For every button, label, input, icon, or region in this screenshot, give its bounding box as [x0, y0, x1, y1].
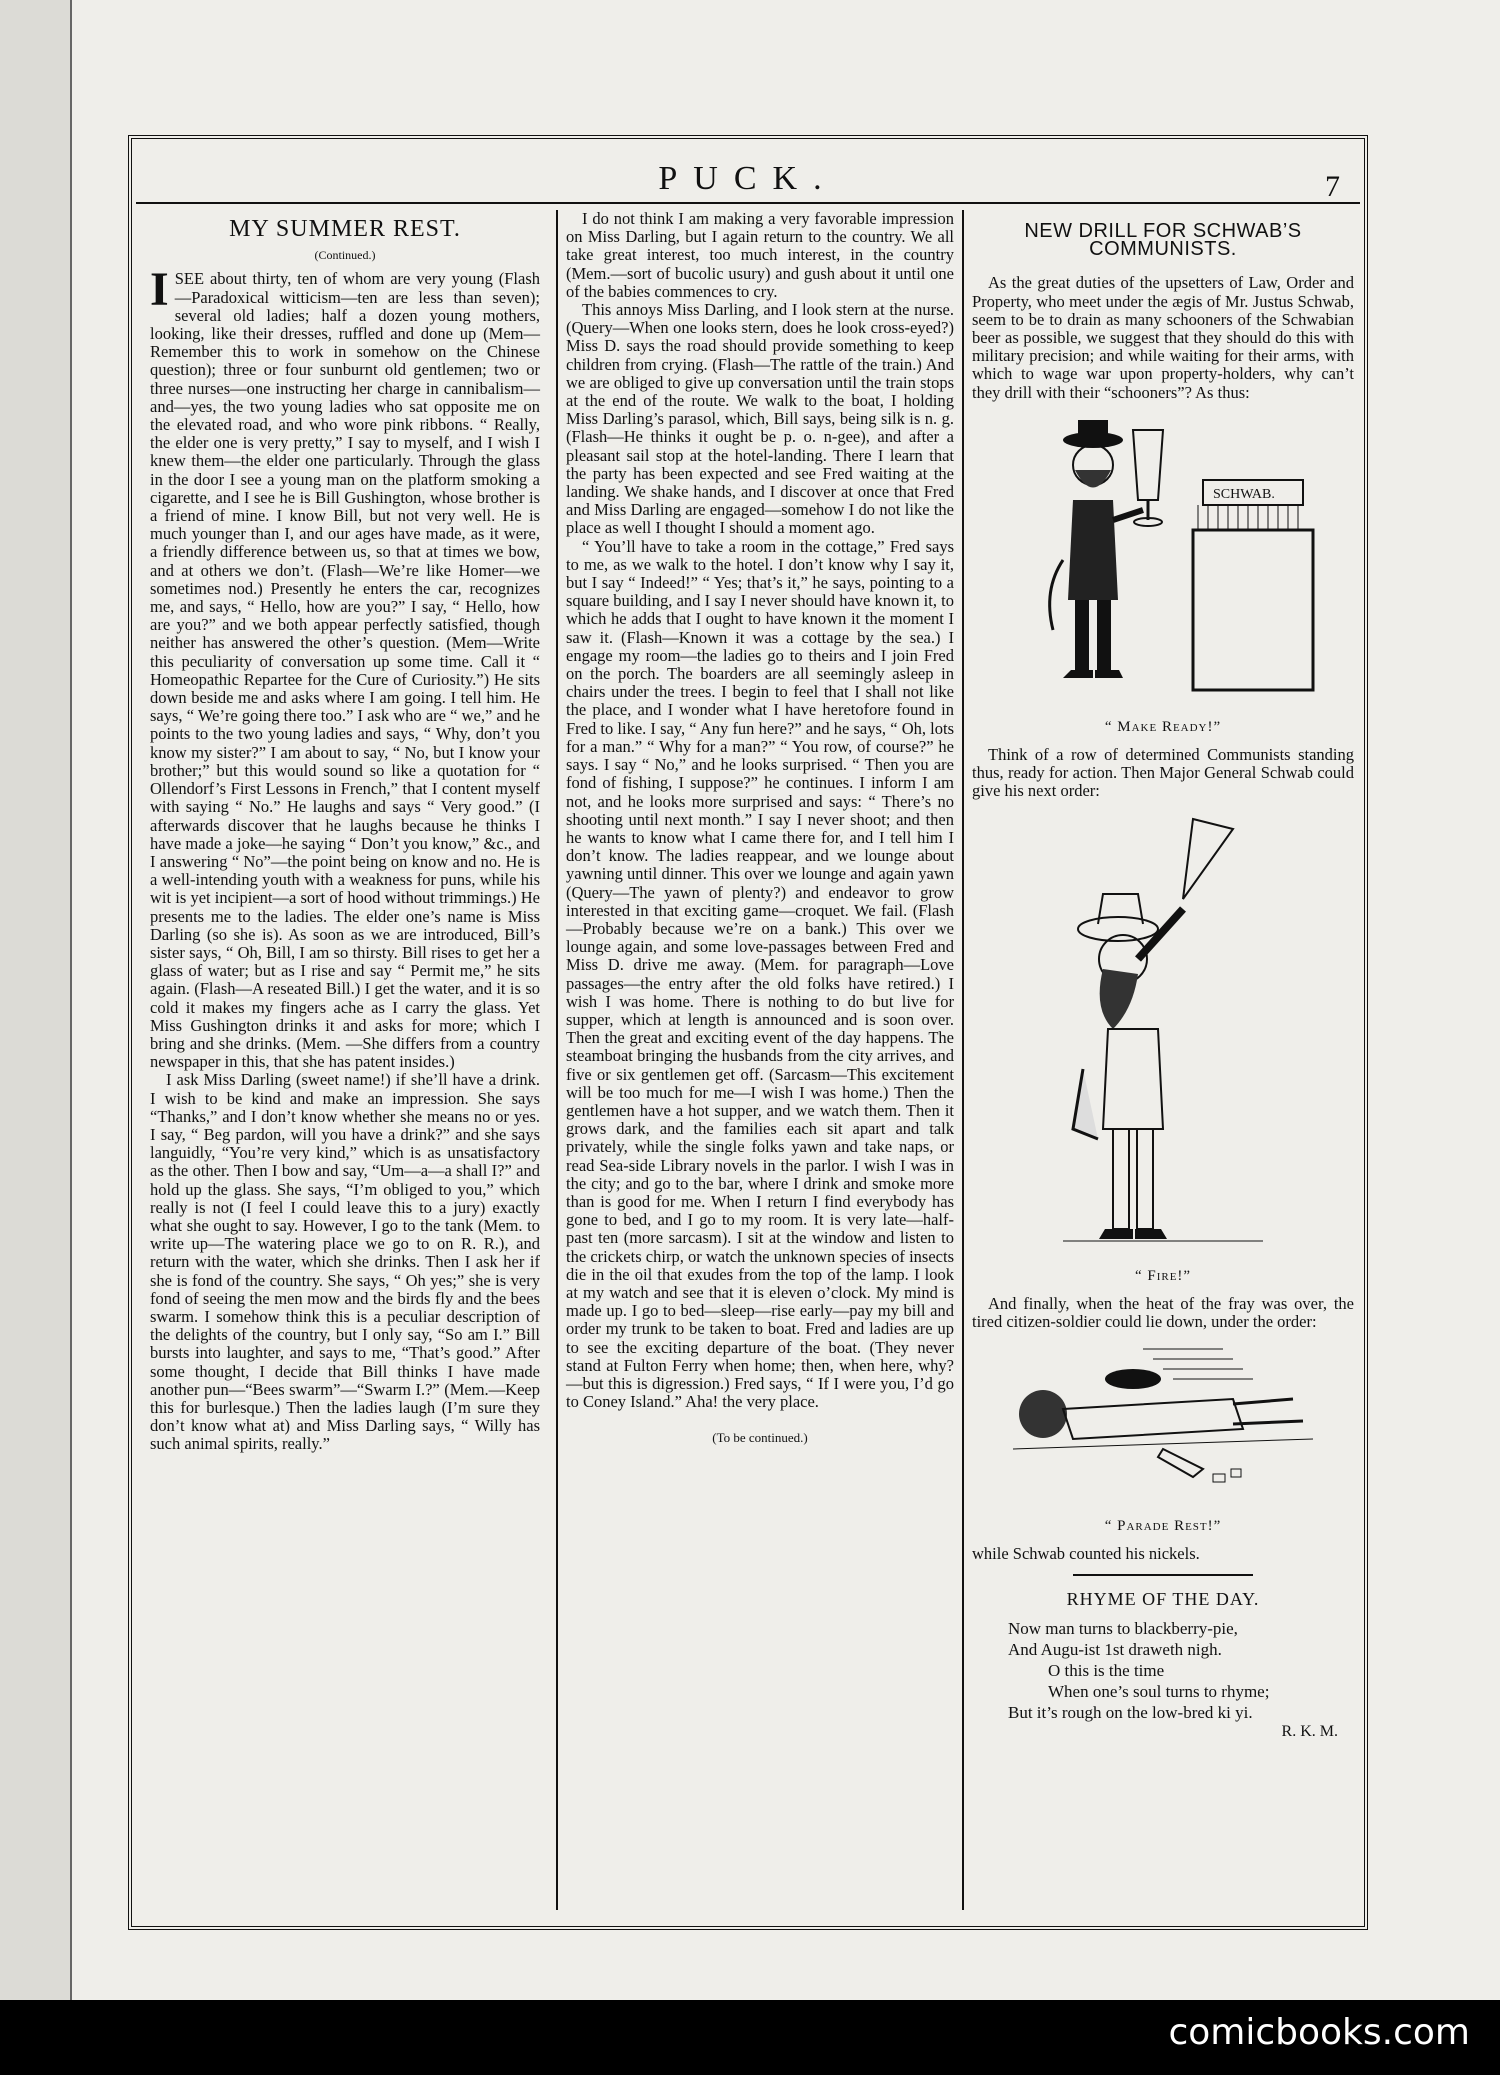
page-number: 7 — [1325, 170, 1340, 203]
illustration-make-ready — [1003, 410, 1323, 710]
column-continued-story — [566, 210, 954, 1448]
poem-line: But it’s rough on the low-bred ki yi. — [1008, 1702, 1253, 1722]
column-new-drill — [972, 210, 1354, 1741]
column-divider-2 — [962, 210, 964, 1910]
schwab-sign-text: SCHWAB. — [1213, 486, 1275, 502]
drop-cap: I — [150, 263, 169, 317]
article-title: NEW DRILL FOR SCHWAB’S COMMUNISTS. — [1024, 220, 1302, 261]
rhyme-poem — [972, 1618, 1354, 1723]
paragraph: And finally, when the heat of the fray was over, the tired citizen-soldier could lie down, under the order: — [972, 1293, 1354, 1332]
column-divider-1 — [556, 210, 558, 1910]
rhyme-signature: R. K. M. — [1281, 1722, 1338, 1740]
poem-line: Now man turns to blackberry-pie, — [1008, 1618, 1238, 1638]
paragraph — [150, 263, 540, 1072]
section-rule — [1073, 1574, 1253, 1576]
paragraph: I ask Miss Darling (sweet name!) if she’ll have a drink. I wish to be kind and make an impression. She says “Thanks,” and I don’t know whether she means no or yes. I say, “ Beg pardon, will you have a drink?” and she says languidly, “You’re very kind,” which is as unsatisfactory as the other. Then I bow and say, “Um—a—a shall I?” and hold up the glass. She says, “I’m obliged to you,” which really is not (I feel I could leave this to a jury) exactly what she ought to say. However, I go to the tank (Mem. to write up—The watering place we go to on R. R.), and return with the water, which she drinks. Then I ask her if she is fond of the country. She says, “ Oh yes;” she is very fond of seeing the men mow and the birds fly and the bees swarm. I somehow think this is a peculiar description of the delights of the country, but I only say, “So am I.” Bill bursts into laughter, and says to me, “That’s good.” After some thought, I decide that Bill thinks I have made another pun—“Bees swarm”—“Swarm I.?” (Mem.—Keep this for burlesque.) Then the ladies laugh (I’m sure they don’t know what at) and Miss Darling says, “ Willy has such animal spirits, really.” — [150, 1070, 540, 1454]
paragraph-text: SEE about thirty, ten of whom are very young (Flash—Paradoxical witticism—ten are less than seven); several old ladies; half a dozen young mothers, looking, like their dresses, ruffled and done up (Mem—Remember this to work in somehow on the Chinese question); three or four sunburnt old gentlemen; two or three nurses—one instructing her charge in cannibalism—and—yes, the two young ladies who sat opposite me on the elevated road, and who wore pink ribbons. “ Really, the elder one is very pretty,” I say to myself, and I wish I knew them—the elder one particularly. Through the glass in the door I see a young man on the platform smoking a cigarette, and I see he is Bill Gushington, whose brother is a friend of mine. I know Bill, but not very well. He is much younger than I, and our ages have made, as it were, a friendly difference between us, so that at times we bow, and at others we don’t. (Flash—We’re like Homer—we sometimes nod.) Presently he enters the car, recognizes me, and says, “ Hello, how are you?” I say, “ Hello, how are you?” and we both appear perfectly satisfied, though neither has answered the other’s question. (Mem—Write this peculiarity of conversation up some time. Call it “ Homeopathic Repartee for the Cure of Curiosity.”) He sits down beside me and asks where I am going. I tell him. He says, “ We’re going there too.” I ask who are “ we,” and he points to the two young ladies and says, “ Why, don’t you know my sister?” I am about to say, “ No, but I know your brother;” but this would sound so like a quotation for “ Ollendorf’s First Lessons in French,” that I content myself with saying “ No.” He laughs and says “ Very good.” (I afterwards discover that he laughs because he thinks I have made a joke—he saying “ Don’t you know,” &c., and I answering “ No”—the point being on know and no. He is a well-intending youth with a weakness for puns, while his wit is yet incipient—a sort of hood without trimmings.) He presents me to the ladies. The elder one’s name is Miss Darling (so she is). As soon as we are introduced, Bill’s sister says, “ Oh, Bill, I am so thirsty. Bill rises to get her a glass of water; but as I rise and say “ Permit me,” he sits again. (Flash—A reseated Bill.) I get the water, and it is so cold it makes my fingers ache as I carry the glass. Yet Miss Gushington drinks it and asks for more; which I bring and she drinks. (Mem. —She differs from a country newspaper in this, that she has patent insides.) — [150, 269, 540, 1072]
paragraph: I do not think I am making a very favorable impression on Miss Darling, but I again return to the country. We all take great interest, too much interest, in the country (Mem.—sort of bucolic usury) and gush about it until one of the babies commences to cry. — [566, 209, 954, 301]
masthead: PUCK. — [658, 160, 838, 197]
article-title: MY SUMMER REST. — [229, 216, 461, 242]
paragraph: Think of a row of determined Communists standing thus, ready for action. Then Major General Schwab could give his next order: — [972, 745, 1354, 801]
illustration-parade-rest — [993, 1339, 1333, 1509]
paragraph: “ You’ll have to take a room in the cottage,” Fred says to me, as we walk to the hotel. I don’t know why I say it, but I say “ Indeed!” “ Yes; that’s it,” he says, pointing to a square building, and I say I never should have known it, to which he adds that I ought to have known it the moment I saw it. (Flash—Known it was a cottage by the sea.) I engage my room—the ladies go to theirs and I join Fred on the porch. The boarders are all seemingly asleep in chairs under the trees. I begin to feel that I shall not like the place, and I wonder what I have heretofore found in Fred to like. I say, “ Any fun here?” and he says, “ Oh, lots for a man.” “ Why for a man?” “ You row, of course?” he says. I say “ No,” and he looks surprised. “ Then you are fond of fishing, I suppose?” he continues. I inform I am not, and he looks more surprised and says: “ There’s no shooting until next month.” I say I never shoot; and then he wants to know what I came there for, and I tell him I don’t know. The ladies reappear, and we lounge about yawning until dinner. This over we lounge and again yawn (Query—The yawn of plenty?) and endeavor to grow interested in that exciting game—croquet. We fail. (Flash—Probably because we’re on a bank.) This over we lounge again, and some love-passages between Fred and Miss D. drive me away. (Mem. for paragraph—Love passages—the entry after the old folks have retired.) I wish I was home. There is nothing to do but live for supper, which at length is announced and is soon over. Then the great and exciting event of the day happens. The steamboat bringing the husbands from the city arrives, and five or six gentlemen get off. (Sarcasm—This excitement will be too much for me—I wish I was home.) Then the gentlemen have a hot supper, and we watch them. Then it grows dark, and the families each sit apart and talk privately, while the single folks yawn and take naps, or read Sea-side Library novels in the parlor. I wish I was in the city; and go to the bar, where I drink and smoke more than is good for me. When I return I find everybody has gone to bed, and I go to my room. It is very late—half-past ten (more sarcasm). I sit at the window and listen to the crickets chirp, or watch the unknown species of insects die in the oil that exudes from the top of the lamp. I look at my watch and see that it is eleven o’clock. My mind is made up. I go to bed—sleep—rise early—pay my bill and order my trunk to be taken to boat. Fred and ladies are up to see the exciting departure of the boat. (They never stand at Fulton Ferry when home; then, when here, why?—but this is digression.) Fred says, “ If I were you, I’d go to Coney Island.” Aha! the very place. — [566, 536, 954, 1412]
paragraph: This annoys Miss Darling, and I look stern at the nurse. (Query—When one looks stern, does he look cross-eyed?) Miss D. says the road should provide something to keep children from crying. (Flash—The rattle of the train.) And we are obliged to give up conversation until the train stops at the end of the route. We walk to the boat, I holding Miss Darling’s parasol, which, Bill says, being silk is n. g. (Flash—He thinks it ought be p. o. n-gee), and after a pleasant sail stop at the hotel-landing. There I learn that the party has been expected and see Fred waiting at the landing. We shake hands, and I discover at once that Fred and Miss Darling are engaged—somehow I do not like the place as well I thought I should a moment ago. — [566, 300, 954, 538]
poem-line: When one’s soul turns to rhyme; — [1048, 1681, 1270, 1701]
facing-page-edge — [0, 0, 72, 2000]
caption-fire: “ Fire!” — [1134, 1267, 1192, 1284]
poem-line: And Augu-ist 1st draweth nigh. — [1008, 1639, 1222, 1659]
header-rule — [136, 202, 1360, 204]
paragraph: while Schwab counted his nickels. — [972, 1544, 1200, 1564]
article-subtitle: (Continued.) — [314, 248, 376, 263]
watermark-text: comicbooks.com — [1168, 2012, 1470, 2053]
caption-make-ready: “ Make Ready!” — [1104, 718, 1222, 735]
poem-line: O this is the time — [1048, 1660, 1165, 1680]
column-my-summer-rest — [150, 210, 540, 1454]
paragraph: As the great duties of the upsetters of Law, Order and Property, who meet under the ægis of Mr. Justus Schwab, seem to be to drain as many schooners of the Schwabian beer as possible, we suggest that they should do this with military precision; and while waiting for their arms, with which to wage war upon property-holders, why can’t they drill with their “schooners”? As thus: — [972, 273, 1354, 402]
to-be-continued: (To be continued.) — [712, 1430, 808, 1446]
illustration-fire — [1043, 809, 1283, 1259]
rhyme-title: RHYME OF THE DAY. — [1066, 1588, 1260, 1609]
caption-parade-rest: “ Parade Rest!” — [1104, 1518, 1222, 1535]
